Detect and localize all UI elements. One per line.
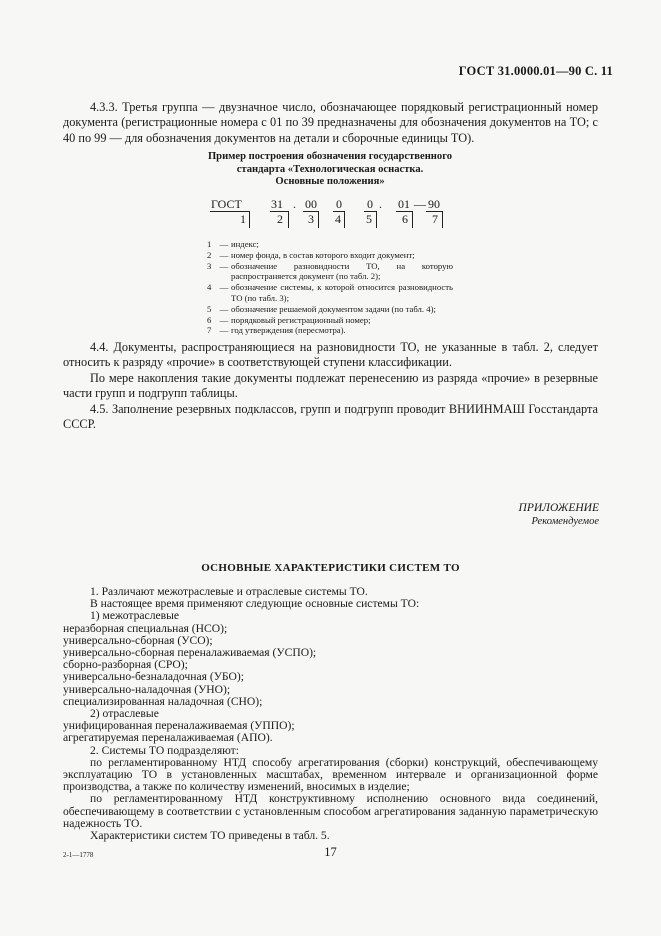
print-code: 2-1—1778 — [63, 851, 94, 859]
bracket-tick — [412, 211, 413, 228]
list-item: универсально-безналадочная (УБО); — [63, 670, 244, 684]
position-label: 4 — [335, 212, 341, 226]
example-title — [160, 151, 500, 189]
bracket-tick — [442, 211, 443, 228]
bracket-tick — [344, 211, 345, 228]
position-label: 3 — [308, 212, 314, 226]
body-line: 2) отраслевые — [90, 707, 159, 721]
bracket-tick — [249, 211, 250, 228]
code-dash: — — [414, 197, 426, 211]
list-item: сборно-разборная (СРО); — [63, 658, 188, 672]
paragraph-text: По мере накопления такие документы подлежат перенесению из разряда «прочие» в резервные части групп и подгрупп таблицы. — [63, 370, 598, 401]
page-number: 17 — [324, 845, 337, 859]
body-paragraph: по регламентированному НТД способу агрегатирования (сборки) конструкций, обеспечивающему эксплуатацию ТО в установленных масштабах, временном интервале и организационной форме производства, а также по количеству изменений, вносимых в изделие; — [63, 755, 598, 794]
note-item: 7 — год утверждения (пересмотра). — [207, 325, 346, 336]
example-title-line: стандарта «Технологическая оснастка. — [236, 163, 424, 175]
example-title-line: Пример построения обозначения государственного — [207, 151, 453, 162]
code-fund: 31 — [271, 197, 283, 211]
body-paragraph: по регламентированному НТД конструктивному исполнению основного вида соединений, обеспечивающему в соответствии с установленным способом агрегатирования заданную параметрическую надежность ТО. — [63, 792, 598, 830]
code-number: 01 — [398, 197, 410, 211]
code-system: 0 — [336, 197, 342, 211]
bracket-tick — [318, 211, 319, 228]
code-dot: . — [379, 197, 382, 211]
code-task: 0 — [367, 197, 373, 211]
code-gost: ГОСТ — [211, 197, 242, 211]
appendix-label — [519, 502, 599, 528]
body-line: 1) межотраслевые — [90, 609, 180, 623]
body-line: 1. Различают межотраслевые и отраслевые системы ТО. — [90, 585, 368, 598]
position-label: 7 — [432, 212, 438, 226]
paragraph-text: 4.4. Документы, распространяющиеся на разновидности ТО, не указанные в табл. 2, следует относить к разряду «прочие» в соответствующей ступени классификации. — [63, 340, 598, 370]
list-item: агрегатируемая переналаживаемая (АПО). — [63, 731, 273, 745]
position-label: 1 — [240, 212, 246, 226]
list-item: универсально-сборная (УСО); — [63, 633, 213, 647]
body-line: В настоящее время применяют следующие основные системы ТО: — [90, 597, 420, 611]
bracket-tick — [288, 211, 289, 228]
paragraph-text: 4.3.3. Третья группа — двузначное число, обозначающее порядковый регистрационный номер документа (регистрационные номера с 01 по 39 предназначены для обозначения документов на ТО; с 40 по 99 — для обозначения документов на детали и сборочные единицы ТО). — [63, 100, 598, 145]
appendix-title: ПРИЛОЖЕНИЕ — [518, 502, 599, 514]
legend-notes — [207, 239, 453, 336]
code-dot: . — [293, 197, 296, 211]
position-label: 2 — [277, 212, 283, 226]
page-header: ГОСТ 31.0000.01—90 С. 11 — [458, 64, 613, 78]
note-item: 5 — обозначение решаемой документом задачи (по табл. 4); — [207, 303, 436, 314]
list-item: специализированная наладочная (СНО); — [63, 694, 263, 708]
list-item: универсально-наладочная (УНО); — [63, 682, 231, 696]
section-body — [63, 586, 598, 842]
list-item: неразборная специальная (НСО); — [63, 621, 228, 635]
note-item: 2 — номер фонда, в состав которого входит документ; — [207, 249, 415, 260]
position-label: 6 — [402, 212, 408, 226]
paragraph-text: 4.5. Заполнение резервных подклассов, групп и подгрупп проводит ВНИИНМАШ Госстандарта СССР. — [63, 401, 598, 432]
note-item: 4 — обозначение системы, к которой относится разновидность ТО (по табл. 3); — [207, 282, 453, 303]
example-title-line: Основные положения» — [275, 176, 385, 188]
list-item: унифицированная переналаживаемая (УППО); — [63, 719, 295, 733]
bracket-tick — [376, 211, 377, 228]
paragraphs-4-4-4-5 — [63, 340, 598, 432]
body-line: 2. Системы ТО подразделяют: — [90, 743, 239, 757]
paragraph-4-3-3 — [63, 100, 598, 146]
note-item: 1 — индекс; — [207, 239, 259, 249]
note-item: 6 — порядковый регистрационный номер; — [207, 314, 371, 325]
code-type: 00 — [305, 197, 317, 211]
code-year: 90 — [428, 197, 440, 211]
section-title: ОСНОВНЫЕ ХАРАКТЕРИСТИКИ СИСТЕМ ТО — [201, 562, 460, 574]
note-item: 3 — обозначение разновидности ТО, на которую распространяется документ (по табл. 2); — [207, 260, 453, 282]
appendix-status: Рекомендуемое — [531, 516, 599, 527]
position-label: 5 — [366, 212, 372, 226]
body-line: Характеристики систем ТО приведены в табл. 5. — [90, 829, 330, 843]
list-item: универсально-сборная переналаживаемая (УСПО); — [63, 646, 317, 660]
